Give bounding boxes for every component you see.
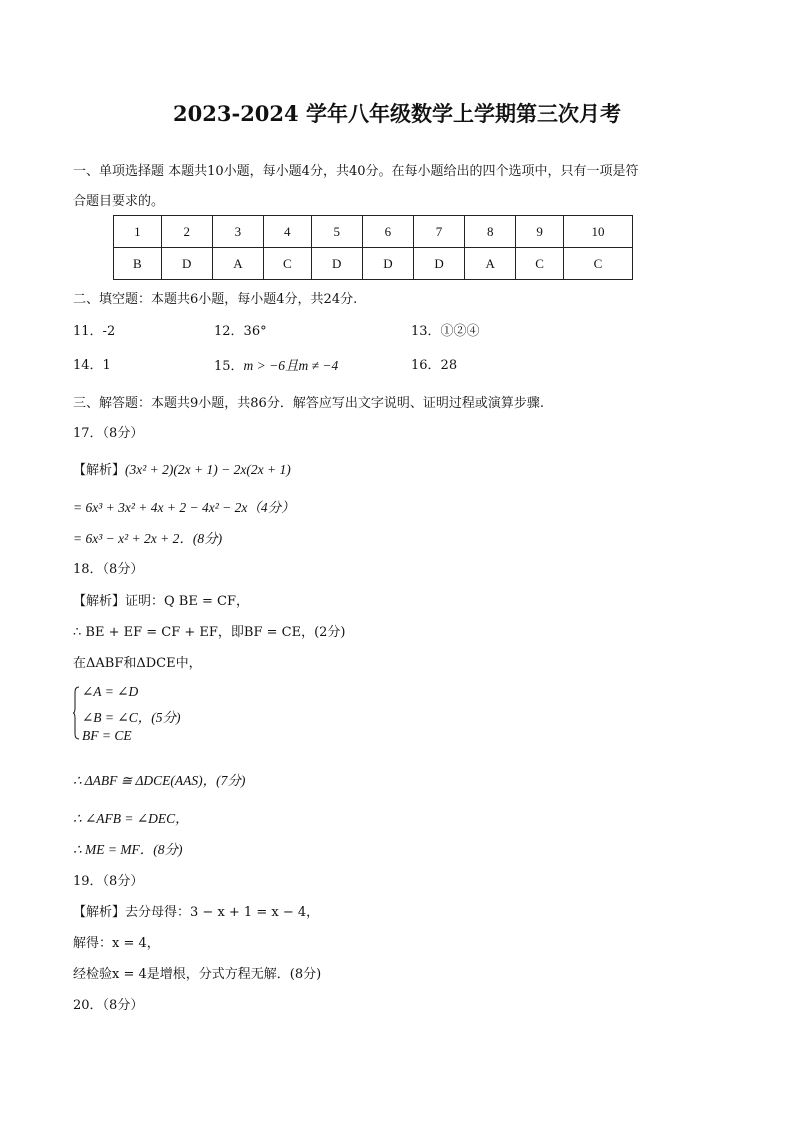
fill-answer-16 <box>411 354 457 373</box>
table-cell-answer: D <box>362 248 413 280</box>
q19-line1 <box>73 901 319 920</box>
q17-label: 17．（8分） <box>73 426 144 441</box>
analysis-tag: 【解析】 <box>73 905 126 920</box>
answer-table <box>113 215 633 280</box>
table-cell-number: 10 <box>563 216 632 248</box>
table-cell-number: 8 <box>465 216 516 248</box>
table-cell-answer: D <box>161 248 212 280</box>
section3-heading: 三、解答题：本题共9小题，共86分．解答应写出文字说明、证明过程或演算步骤. <box>73 396 544 411</box>
left-brace-icon <box>73 686 80 740</box>
fill-answer-12 <box>214 320 267 339</box>
table-cell-number: 5 <box>311 216 362 248</box>
fill-answer-14 <box>73 354 111 373</box>
section1-heading-line1: 一、单项选择题 本题共10小题，每小题4分，共40分。在每小题给出的四个选项中，只有一项是符 <box>73 164 639 179</box>
table-cell-answer: B <box>114 248 162 280</box>
math-expression: 证明：Q BE = CF， <box>125 594 249 609</box>
q19-line2: 解得：x = 4， <box>73 936 160 951</box>
q18-system-line1: ∠A = ∠D <box>82 684 139 699</box>
q19-line3: 经检验x = 4是增根，分式方程无解．(8分) <box>73 967 322 982</box>
table-cell-answer: A <box>465 248 516 280</box>
q17-line2: = 6x³ + 3x² + 4x + 2 − 4x² − 2x（4分） <box>73 500 295 515</box>
answer-value: 1 <box>102 358 111 373</box>
table-cell-answer: A <box>212 248 263 280</box>
fill-answer-13 <box>411 320 480 339</box>
q18-label: 18．（8分） <box>73 562 144 577</box>
q17-line1 <box>73 459 291 478</box>
table-cell-answer: D <box>311 248 362 280</box>
answer-number: 12． <box>214 324 244 339</box>
analysis-tag: 【解析】 <box>73 594 126 609</box>
table-cell-number: 1 <box>114 216 162 248</box>
table-cell-answer: D <box>413 248 464 280</box>
table-cell-number: 4 <box>263 216 311 248</box>
answer-number: 14． <box>73 358 103 373</box>
answer-value: -2 <box>102 324 116 339</box>
math-expression: (3x² + 2)(2x + 1) − 2x(2x + 1) <box>125 462 291 477</box>
answer-table-answer-row <box>114 248 633 280</box>
section2-heading: 二、填空题：本题共6小题，每小题4分，共24分. <box>73 292 358 307</box>
table-cell-number: 7 <box>413 216 464 248</box>
answer-number: 13． <box>411 324 441 339</box>
table-cell-number: 3 <box>212 216 263 248</box>
table-cell-answer: C <box>516 248 564 280</box>
fill-answer-15 <box>214 354 338 374</box>
table-cell-number: 9 <box>516 216 564 248</box>
math-expression: 去分母得：3 − x + 1 = x − 4， <box>125 905 320 920</box>
q17-line3: = 6x³ − x² + 2x + 2．(8分) <box>73 531 223 546</box>
table-cell-number: 2 <box>161 216 212 248</box>
analysis-tag: 【解析】 <box>73 463 126 478</box>
q18-line3: 在ΔABF和ΔDCE中， <box>73 656 202 671</box>
answer-value: ①②④ <box>440 324 480 339</box>
answer-value: 28 <box>440 358 458 373</box>
q18-line5: ∴ ∠AFB = ∠DEC， <box>73 811 189 826</box>
section1-heading-line2: 合题目要求的。 <box>73 194 165 209</box>
table-cell-number: 6 <box>362 216 413 248</box>
table-cell-answer: C <box>563 248 632 280</box>
q18-line4: ∴ ΔABF ≅ ΔDCE(AAS)，(7分) <box>73 773 246 788</box>
fill-answer-11 <box>73 320 115 339</box>
answer-number: 15． <box>214 359 244 374</box>
q18-line2: ∴ BE + EF = CF + EF，即BF = CE，(2分) <box>73 625 346 640</box>
q18-line6: ∴ ME = MF．(8分) <box>73 842 183 857</box>
q18-system-line2: ∠B = ∠C，(5分) <box>82 710 181 725</box>
answer-number: 11． <box>73 324 103 339</box>
answer-value: 36° <box>243 324 267 339</box>
page-title: 2023-2024 学年八年级数学上学期第三次月考 <box>173 101 621 126</box>
q19-label: 19．（8分） <box>73 874 144 889</box>
answer-number: 16． <box>411 358 441 373</box>
q18-system-line3: BF = CE <box>82 728 132 743</box>
answer-value: m > −6且m ≠ −4 <box>243 358 339 373</box>
table-cell-answer: C <box>263 248 311 280</box>
answer-table-number-row <box>114 216 633 248</box>
q18-line1 <box>73 590 249 609</box>
q20-label: 20．（8分） <box>73 998 144 1013</box>
